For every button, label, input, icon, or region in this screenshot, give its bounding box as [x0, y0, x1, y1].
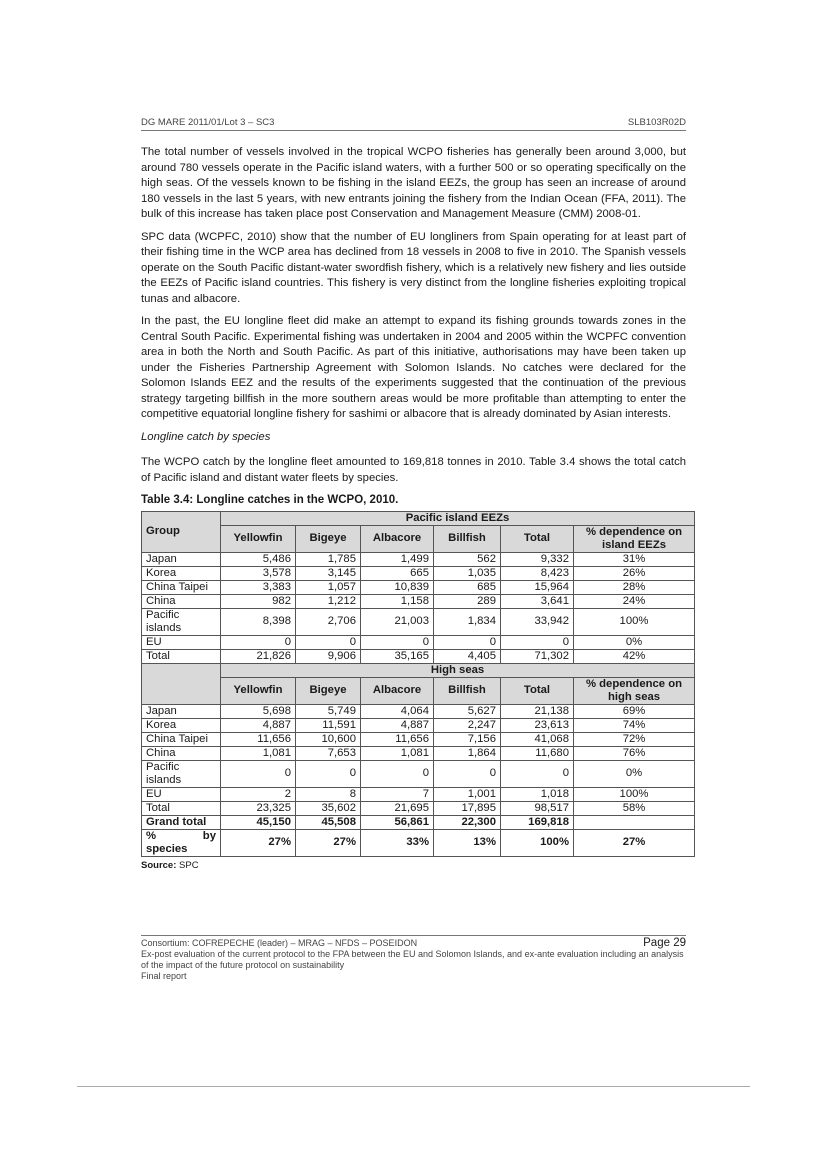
table-cell: 0 [434, 635, 501, 649]
table-row [142, 580, 695, 594]
table-cell: 0 [361, 635, 434, 649]
header-left: DG MARE 2011/01/Lot 3 – SC3 [141, 117, 275, 128]
table-cell: 3,641 [501, 594, 574, 608]
table-cell: 562 [434, 552, 501, 566]
table-cell: 17,895 [434, 801, 501, 815]
table-cell: 15,964 [501, 580, 574, 594]
table-row [142, 649, 695, 663]
table-cell: 9,332 [501, 552, 574, 566]
table-cell: 21,003 [361, 608, 434, 635]
table-cell: 1,081 [361, 746, 434, 760]
row-label: % by species [142, 829, 221, 856]
table-cell: 100% [574, 608, 695, 635]
table-cell: 0 [296, 635, 361, 649]
table-cell: 33,942 [501, 608, 574, 635]
table-cell: 11,656 [361, 732, 434, 746]
table-cell: 1,864 [434, 746, 501, 760]
table-cell: 0 [501, 760, 574, 787]
col-dependence-high-seas: % dependence on high seas [574, 677, 695, 704]
table-cell: 26% [574, 566, 695, 580]
table-cell: 76% [574, 746, 695, 760]
table-cell: 685 [434, 580, 501, 594]
subheading: Longline catch by species [141, 430, 271, 443]
table-row [142, 552, 695, 566]
table-row [142, 608, 695, 635]
table-cell: 71,302 [501, 649, 574, 663]
col-billfish-2: Billfish [434, 677, 501, 704]
page-footer [141, 935, 686, 982]
table-cell: 45,150 [221, 815, 296, 829]
table-cell: 27% [221, 829, 296, 856]
row-label: Japan [142, 552, 221, 566]
col-bigeye: Bigeye [296, 525, 361, 552]
paragraph-1: The total number of vessels involved in the tropical WCPO fisheries has generally been around 3,000, but around 780 vessels operate in the Pacific island waters, with a further 500 or so operating specifically on the high seas. Of the vessels known to be fishing in the island EEZs, the group has seen an increase of around 180 vessels in the last 5 years, with new entrants joining the fishery from the Indian Ocean (FFA, 2011). The bulk of this increase has taken place post Conservation and Management Measure (CMM) 2008-01. [141, 146, 686, 220]
table-cell: 74% [574, 718, 695, 732]
paragraph-2: SPC data (WCPFC, 2010) show that the number of EU longliners from Spain operating for at least part of their fishing time in the WCP area has declined from 18 vessels in 2008 to five in 2010. The Spanish vessels operate on the South Pacific distant-water swordfish fishery, which is a relatively new fishery and lies outside the EEZs of Pacific island countries. This fishery is very distinct from the longline fisheries exploiting tropical tunas and albacore. [141, 230, 686, 305]
table-cell: 982 [221, 594, 296, 608]
paragraph-3: In the past, the EU longline fleet did make an attempt to expand its fishing grounds towards zones in the Central South Pacific. Experimental fishing was undertaken in 2004 and 2005 within the WCPFC convention area in both the North and South Pacific. As part of this initiative, authorisations may have been taken up under the Fisheries Partnership Agreement with Solomon Islands. No catches were declared for the Solomon Islands EEZ and the results of the experiments suggested that the continuation of the previous strategy targeting billfish in the more southern areas would be more profitable than attempting to enter the competitive equatorial longline fishery for sashimi or albacore that is already dominated by Asian interests. [141, 315, 686, 420]
table-cell: 1,212 [296, 594, 361, 608]
row-label: China Taipei [142, 580, 221, 594]
col-albacore: Albacore [361, 525, 434, 552]
table-cell: 5,749 [296, 704, 361, 718]
table-cell: 4,887 [361, 718, 434, 732]
footer-report-type: Final report [141, 971, 187, 981]
table-row [142, 760, 695, 787]
table-cell: 0% [574, 635, 695, 649]
table-cell: 22,300 [434, 815, 501, 829]
row-label: Total [142, 801, 221, 815]
footer-description: Ex-post evaluation of the current protocol to the FPA between the EU and Solomon Islands, and ex-ante evaluation including an analysis of the impact of the future protocol on sustainability [141, 949, 684, 970]
table-cell: 0% [574, 760, 695, 787]
table-cell: 7,156 [434, 732, 501, 746]
row-label: Pacific islands [142, 608, 221, 635]
page-body [141, 145, 686, 873]
table-cell: 100% [574, 787, 695, 801]
group-header-blank [142, 663, 221, 704]
table-row [142, 594, 695, 608]
section-title-eez: Pacific island EEZs [221, 511, 695, 525]
table-cell: 28% [574, 580, 695, 594]
table-cell: 11,591 [296, 718, 361, 732]
row-label: EU [142, 635, 221, 649]
table-cell: 72% [574, 732, 695, 746]
table-row [142, 829, 695, 856]
table-header-row-1 [142, 511, 695, 525]
table-cell: 5,698 [221, 704, 296, 718]
table-row [142, 718, 695, 732]
table-header-row-2 [142, 525, 695, 552]
table-cell: 665 [361, 566, 434, 580]
table-cell: 31% [574, 552, 695, 566]
source-text: SPC [179, 859, 199, 871]
table-cell: 69% [574, 704, 695, 718]
table-cell: 3,145 [296, 566, 361, 580]
table-cell: 10,839 [361, 580, 434, 594]
footer-consortium: Consortium: COFREPECHE (leader) – MRAG – NFDS – POSEIDON [141, 938, 418, 948]
header-right: SLB103R02D [627, 117, 686, 128]
row-label: EU [142, 787, 221, 801]
row-label: Grand total [142, 815, 221, 829]
col-bigeye-2: Bigeye [296, 677, 361, 704]
table-row [142, 704, 695, 718]
catch-table [141, 511, 695, 857]
row-label: Japan [142, 704, 221, 718]
table-cell: 23,325 [221, 801, 296, 815]
table-cell: 98,517 [501, 801, 574, 815]
table-cell: 10,600 [296, 732, 361, 746]
table-cell: 27% [296, 829, 361, 856]
col-yellowfin: Yellowfin [221, 525, 296, 552]
table-cell: 1,001 [434, 787, 501, 801]
table-row [142, 732, 695, 746]
row-label: Korea [142, 566, 221, 580]
table-cell: 1,158 [361, 594, 434, 608]
paragraph-4: The WCPO catch by the longline fleet amounted to 169,818 tonnes in 2010. Table 3.4 shows the total catch of Pacific island and distant water fleets by species. [141, 456, 686, 484]
table-cell: 11,680 [501, 746, 574, 760]
table-cell: 13% [434, 829, 501, 856]
table-cell: 4,064 [361, 704, 434, 718]
row-label: Korea [142, 718, 221, 732]
table-cell: 289 [434, 594, 501, 608]
row-label: China Taipei [142, 732, 221, 746]
table-cell: 8,423 [501, 566, 574, 580]
table-cell: 33% [361, 829, 434, 856]
table-cell: 3,578 [221, 566, 296, 580]
table-cell: 21,695 [361, 801, 434, 815]
table-cell: 2,706 [296, 608, 361, 635]
table-cell: 8,398 [221, 608, 296, 635]
table-cell [574, 815, 695, 829]
table-row [142, 801, 695, 815]
table-cell: 21,826 [221, 649, 296, 663]
col-albacore-2: Albacore [361, 677, 434, 704]
group-header: Group [142, 511, 221, 552]
table-cell: 56,861 [361, 815, 434, 829]
table-cell: 0 [361, 760, 434, 787]
table-cell: 0 [221, 760, 296, 787]
table-cell: 0 [296, 760, 361, 787]
table-cell: 27% [574, 829, 695, 856]
table-cell: 100% [501, 829, 574, 856]
page-header [141, 117, 686, 131]
table-cell: 1,081 [221, 746, 296, 760]
table-header-row-4 [142, 677, 695, 704]
row-label: China [142, 746, 221, 760]
table-cell: 23,613 [501, 718, 574, 732]
table-cell: 35,602 [296, 801, 361, 815]
col-billfish: Billfish [434, 525, 501, 552]
table-cell: 2,247 [434, 718, 501, 732]
table-cell: 7,653 [296, 746, 361, 760]
page-number: Page 29 [643, 937, 686, 949]
table-cell: 0 [434, 760, 501, 787]
bottom-rule [77, 1086, 750, 1087]
table-cell: 9,906 [296, 649, 361, 663]
table-cell: 1,018 [501, 787, 574, 801]
table-cell: 41,068 [501, 732, 574, 746]
table-cell: 169,818 [501, 815, 574, 829]
table-cell: 1,035 [434, 566, 501, 580]
table-cell: 5,486 [221, 552, 296, 566]
table-row [142, 787, 695, 801]
table-source [141, 858, 686, 874]
table-cell: 0 [501, 635, 574, 649]
table-row [142, 746, 695, 760]
row-label: Pacific islands [142, 760, 221, 787]
table-row [142, 635, 695, 649]
table-cell: 1,057 [296, 580, 361, 594]
section-title-high-seas: High seas [221, 663, 695, 677]
table-cell: 8 [296, 787, 361, 801]
row-label: China [142, 594, 221, 608]
table-cell: 58% [574, 801, 695, 815]
table-cell: 4,405 [434, 649, 501, 663]
table-cell: 5,627 [434, 704, 501, 718]
table-cell: 3,383 [221, 580, 296, 594]
table-cell: 1,499 [361, 552, 434, 566]
table-cell: 2 [221, 787, 296, 801]
table-cell: 42% [574, 649, 695, 663]
table-cell: 45,508 [296, 815, 361, 829]
table-cell: 0 [221, 635, 296, 649]
table-row [142, 815, 695, 829]
table-cell: 35,165 [361, 649, 434, 663]
col-total-2: Total [501, 677, 574, 704]
row-label: Total [142, 649, 221, 663]
table-cell: 21,138 [501, 704, 574, 718]
table-cell: 4,887 [221, 718, 296, 732]
table-cell: 24% [574, 594, 695, 608]
table-cell: 11,656 [221, 732, 296, 746]
table-header-row-3 [142, 663, 695, 677]
source-label: Source: [141, 859, 177, 871]
table-caption: Table 3.4: Longline catches in the WCPO, 2010. [141, 494, 399, 506]
col-total: Total [501, 525, 574, 552]
table-row [142, 566, 695, 580]
table-cell: 1,834 [434, 608, 501, 635]
col-dependence-eez: % dependence on island EEZs [574, 525, 695, 552]
table-cell: 1,785 [296, 552, 361, 566]
table-cell: 7 [361, 787, 434, 801]
col-yellowfin-2: Yellowfin [221, 677, 296, 704]
